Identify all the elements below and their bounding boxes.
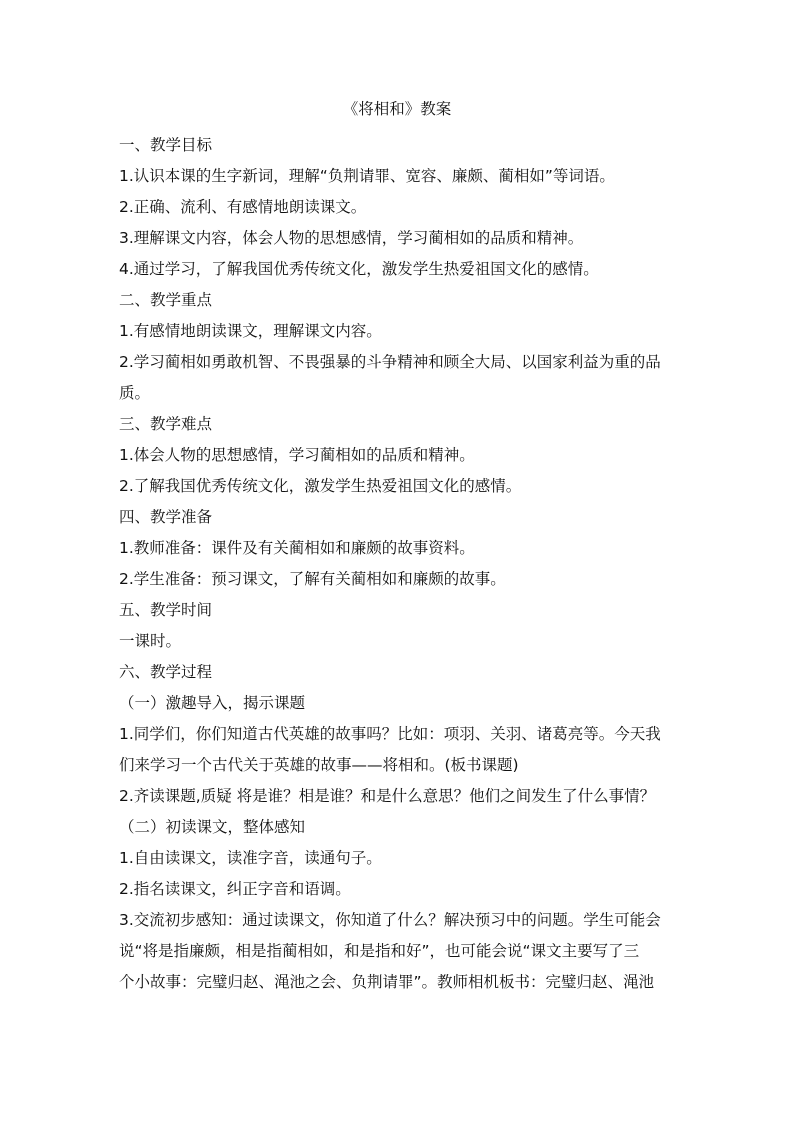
paragraph-line: 1.认识本课的生字新词，理解“负荆请罪、宽容、廉颇、蔺相如”等词语。 bbox=[119, 167, 615, 185]
section-heading: 二、教学重点 bbox=[119, 291, 213, 309]
paragraph-line: 2.齐读课题,质疑 将是谁？相是谁？和是什么意思？他们之间发生了什么事情？ bbox=[119, 787, 656, 805]
paragraph-line: 1.教师准备：课件及有关蔺相如和廉颇的故事资料。 bbox=[119, 539, 475, 557]
paragraph-line: 1.有感情地朗读课文，理解课文内容。 bbox=[119, 322, 382, 340]
paragraph-line: 1.体会人物的思想感情，学习蔺相如的品质和精神。 bbox=[119, 446, 475, 464]
section-heading: 一、教学目标 bbox=[119, 136, 213, 154]
paragraph-line: 3.交流初步感知：通过读课文，你知道了什么？解决预习中的问题。学生可能会 bbox=[119, 911, 661, 929]
section-heading: 四、教学准备 bbox=[119, 508, 213, 526]
section-heading: 五、教学时间 bbox=[119, 601, 213, 619]
paragraph-line: 2.学生准备：预习课文，了解有关蔺相如和廉颇的故事。 bbox=[119, 570, 506, 588]
paragraph-line: 4.通过学习，了解我国优秀传统文化，激发学生热爱祖国文化的感情。 bbox=[119, 260, 599, 278]
document-body bbox=[119, 130, 679, 998]
paragraph-line: 2.学习蔺相如勇敢机智、不畏强暴的斗争精神和顾全大局、以国家利益为重的品 bbox=[119, 353, 661, 371]
paragraph-line: 个小故事：完璧归赵、渑池之会、负荆请罪”。教师相机板书：完璧归赵、渑池 bbox=[119, 973, 655, 991]
document-title: 《将相和》教案 bbox=[342, 100, 452, 118]
paragraph-line: 2.正确、流利、有感情地朗读课文。 bbox=[119, 198, 367, 216]
subsection-heading: （二）初读课文，整体感知 bbox=[119, 818, 306, 836]
paragraph-line: 们来学习一个古代关于英雄的故事——将相和。(板书课题) bbox=[119, 756, 519, 774]
paragraph-line: 3.理解课文内容，体会人物的思想感情，学习蔺相如的品质和精神。 bbox=[119, 229, 584, 247]
section-heading: 六、教学过程 bbox=[119, 663, 213, 681]
paragraph-line: 2.了解我国优秀传统文化，激发学生热爱祖国文化的感情。 bbox=[119, 477, 522, 495]
paragraph-line: 质。 bbox=[119, 384, 151, 402]
section-heading: 三、教学难点 bbox=[119, 415, 213, 433]
paragraph-line: 1.自由读课文，读准字音，读通句子。 bbox=[119, 849, 382, 867]
paragraph-line: 一课时。 bbox=[119, 632, 182, 650]
subsection-heading: （一）激趣导入，揭示课题 bbox=[119, 694, 306, 712]
paragraph-line: 2.指名读课文，纠正字音和语调。 bbox=[119, 880, 351, 898]
paragraph-line: 1.同学们，你们知道古代英雄的故事吗？比如：项羽、关羽、诸葛亮等。今天我 bbox=[119, 725, 661, 743]
paragraph-line: 说“将是指廉颇，相是指蔺相如，和是指和好”，也可能会说“课文主要写了三 bbox=[119, 942, 640, 960]
